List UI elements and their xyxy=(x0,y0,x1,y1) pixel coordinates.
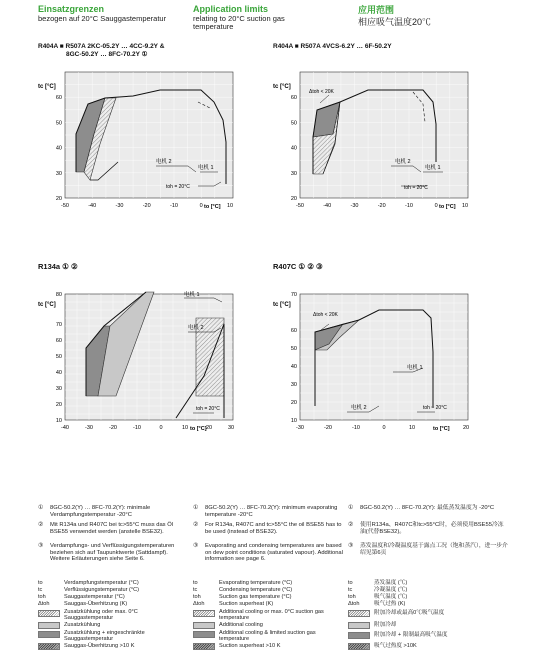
legend-item xyxy=(348,610,508,618)
header-title-de: Einsatzgrenzen xyxy=(38,4,105,14)
chart2-xtick: 0 xyxy=(434,203,438,209)
chart3-svg xyxy=(38,288,238,436)
chart1-model-label-2: 8GC-50.2Y … 8FC-70.2Y ① xyxy=(66,51,148,58)
note-number: ③ xyxy=(193,543,199,549)
legend-swatch-grey xyxy=(193,622,215,629)
note-number: ② xyxy=(193,522,199,528)
legend-item xyxy=(193,601,343,608)
chart2-ytick: 40 xyxy=(290,145,297,152)
legend-swatch-grey xyxy=(38,622,60,629)
legend-item xyxy=(193,609,343,621)
chart2-xtick: -20 xyxy=(377,203,386,209)
chart3-xtick: 20 xyxy=(205,425,213,431)
legend-item xyxy=(38,601,188,608)
chart2-svg xyxy=(273,62,473,222)
chart2-ytick: 60 xyxy=(290,95,297,102)
chart2-ylabel: tc [°C] xyxy=(273,84,291,90)
chart1-xtick: 10 xyxy=(226,203,234,209)
legend-text: Zusatzkühlung oder max. 0°C Sauggastemperatur xyxy=(64,609,138,621)
chart3 xyxy=(38,288,238,436)
note-item xyxy=(348,522,508,542)
chart4-ytick: 20 xyxy=(290,400,297,406)
note-number: ① xyxy=(348,505,354,511)
legend-text: Additional cooling xyxy=(219,622,263,628)
legend-text: Zusatzkühlung xyxy=(64,622,101,628)
chart3-xtick: -40 xyxy=(61,425,69,431)
legend-text: Sauggas-Überhitzung (K) xyxy=(64,601,128,607)
note-text: For R134a, R407C and tc>55°C the oil BSE55 has to be used (instead of BSE32). xyxy=(205,522,342,535)
legend-item xyxy=(38,587,188,594)
legend-symbol: toh xyxy=(348,594,356,600)
legend-text: 吸气过热度 >10K xyxy=(374,643,417,649)
legend-item xyxy=(348,643,508,650)
chart4-annotation-motor2: 电机 2 xyxy=(351,405,367,411)
chart3-xlabel: to [°C] xyxy=(190,426,207,432)
legend-symbol: Δtoh xyxy=(348,601,360,607)
chart2-annotation-motor2: 电机 2 xyxy=(395,159,411,165)
chart2-xtick: -50 xyxy=(296,203,304,209)
header-title-en: Application limits xyxy=(193,4,269,14)
legend-cn xyxy=(348,580,508,660)
chart2-xtick: 10 xyxy=(461,203,469,209)
chart1-ytick: 60 xyxy=(55,95,62,102)
chart1-xtick: 0 xyxy=(199,203,203,209)
legend-symbol: toh xyxy=(193,594,201,600)
note-item xyxy=(193,522,343,542)
chart1-ylabel: tc [°C] xyxy=(38,84,56,90)
chart4-ytick: 70 xyxy=(290,292,297,298)
legend-item xyxy=(38,594,188,601)
legend-item xyxy=(193,587,343,594)
header-subtitle-en-1: relating to 20°C suction gas xyxy=(193,14,285,23)
chart2-ytick: 50 xyxy=(290,120,297,127)
legend-text: 吸气过热 (K) xyxy=(374,601,406,607)
chart1 xyxy=(38,62,238,222)
chart2-annotation-dtoh: Δtoh < 20K xyxy=(309,89,334,95)
legend-text: Verdampfungstemperatur (°C) xyxy=(64,580,139,586)
chart4-model-label: R407C ① ② ③ xyxy=(273,262,323,271)
chart2-xtick: -30 xyxy=(350,203,359,209)
chart1-xtick: -40 xyxy=(88,203,97,209)
legend-text: Suction superheat >10 K xyxy=(219,643,281,649)
chart4-annotation-toh: toh = 20°C xyxy=(423,405,447,411)
chart1-xtick: -20 xyxy=(142,203,151,209)
legend-swatch-hatchdark xyxy=(348,643,370,650)
chart2-xlabel: to [°C] xyxy=(439,204,456,210)
legend-swatch-grey xyxy=(348,622,370,629)
chart4-ytick: 10 xyxy=(290,418,297,424)
chart3-annotation-motor1: 电机 1 xyxy=(184,292,200,298)
legend-symbol: to xyxy=(38,580,43,586)
legend-symbol: Δtoh xyxy=(38,601,50,607)
chart4-xtick: 0 xyxy=(382,425,386,431)
chart3-xtick: -10 xyxy=(133,425,141,431)
chart4-ytick: 40 xyxy=(290,364,297,370)
note-text: Verdampfungs- und Verflüssigungstemperaturen beziehen sich auf Taupunktwerte (Sattdampf). Weitere Erläuterungen siehe Seite 6. xyxy=(50,543,175,563)
notes-en xyxy=(193,505,343,575)
chart2-annotation-motor1: 电机 1 xyxy=(425,165,441,171)
chart2-xtick: -40 xyxy=(323,203,332,209)
chart3-ytick: 20 xyxy=(55,402,62,408)
chart2-ytick: 20 xyxy=(290,196,297,202)
legend-swatch-hatch xyxy=(38,610,60,617)
note-number: ③ xyxy=(348,543,354,549)
note-item xyxy=(348,505,508,521)
legend-swatch-dark xyxy=(38,631,60,638)
chart3-ytick: 10 xyxy=(55,418,62,424)
legend-item xyxy=(193,622,343,629)
chart3-ytick: 50 xyxy=(55,354,62,360)
chart4-ytick: 60 xyxy=(290,328,297,334)
note-number: ③ xyxy=(38,543,44,549)
chart4-annotation-motor1: 电机 1 xyxy=(407,365,423,371)
legend-item xyxy=(193,594,343,601)
chart1-xtick: -30 xyxy=(115,203,124,209)
legend-swatch-hatchdark xyxy=(38,643,60,650)
chart4-xtick: -10 xyxy=(352,425,360,431)
chart4-ytick: 30 xyxy=(290,382,297,388)
note-item xyxy=(193,543,343,569)
legend-item xyxy=(348,594,508,601)
note-item xyxy=(38,522,188,542)
legend-text: 附加冷却 xyxy=(374,622,397,628)
chart4 xyxy=(273,288,473,436)
legend-text: 附加冷却 + 限制最高吸气温度 xyxy=(374,632,448,638)
legend-symbol: to xyxy=(348,580,353,586)
chart1-annotation-motor2: 电机 2 xyxy=(156,159,172,165)
chart3-xtick: 0 xyxy=(159,425,163,431)
note-text: 使用R134a、R407C和tc>55°C时，必须使用BSE55冷冻油(代替BSE32)。 xyxy=(360,522,504,535)
legend-swatch-dark xyxy=(348,632,370,639)
header-subtitle-de: bezogen auf 20°C Sauggastemperatur xyxy=(38,14,167,23)
chart2 xyxy=(273,62,473,222)
legend-text: Sauggas-Überhitzung >10 K xyxy=(64,643,135,649)
chart3-model-label: R134a ① ② xyxy=(38,262,78,271)
chart3-ytick: 30 xyxy=(55,386,62,392)
note-number: ② xyxy=(38,522,44,528)
legend-item xyxy=(193,630,343,642)
chart4-svg xyxy=(273,288,473,436)
legend-item xyxy=(193,643,343,650)
chart4-ytick: 50 xyxy=(290,346,297,352)
legend-symbol: Δtoh xyxy=(193,601,205,607)
chart3-ytick: 70 xyxy=(55,322,62,328)
chart3-xtick: -30 xyxy=(85,425,93,431)
legend-item xyxy=(38,622,188,629)
chart1-svg xyxy=(38,62,238,222)
legend-text: Evaporating temperature (°C) xyxy=(219,580,293,586)
header-subtitle-cn: 相应吸气温度20℃ xyxy=(358,17,432,27)
chart2-annotation-toh: toh = 20°C xyxy=(404,185,428,191)
notes-cn xyxy=(348,505,508,575)
note-number: ① xyxy=(38,505,44,511)
legend-text: 附加冷却或最高0℃吸气温度 xyxy=(374,610,445,616)
note-text: 8GC-50.2(Y) … 8FC-70.2(Y): 最低蒸发温度为 -20°C xyxy=(360,505,495,511)
legend-de xyxy=(38,580,188,660)
note-number: ① xyxy=(193,505,199,511)
legend-item xyxy=(38,609,188,621)
legend-text: Suction gas temperature (°C) xyxy=(219,594,292,600)
legend-text: Sauggastemperatur (°C) xyxy=(64,594,125,600)
legend-text: Condensing temperature (°C) xyxy=(219,587,293,593)
note-text: 蒸发温度和冷凝温度基于露点工况（饱和蒸汽），进一步介绍见第6页 xyxy=(360,543,508,556)
chart4-xlabel: to [°C] xyxy=(433,426,450,432)
legend-item xyxy=(193,580,343,587)
chart3-xtick: 30 xyxy=(227,425,235,431)
legend-text: 蒸发温度 (℃) xyxy=(374,580,408,586)
chart3-ylabel: tc [°C] xyxy=(38,302,56,308)
notes-de xyxy=(38,505,188,575)
chart1-model-label-1: R404A ■ R507A 2KC-05.2Y … 4CC-9.2Y & xyxy=(38,43,165,50)
chart3-annotation-motor2: 电机 2 xyxy=(188,325,204,331)
chart3-ytick: 40 xyxy=(55,370,62,376)
chart1-annotation-toh: toh = 20°C xyxy=(166,184,190,190)
chart4-annotation-dtoh: Δtoh < 20K xyxy=(313,312,338,318)
legend-swatch-hatch xyxy=(348,610,370,617)
legend-item xyxy=(348,587,508,594)
legend-item xyxy=(38,580,188,587)
legend-text: Zusatzkühlung + eingeschränkte Sauggastemperatur xyxy=(64,630,145,642)
chart4-xtick: 20 xyxy=(462,425,470,431)
legend-swatch-hatchdark xyxy=(193,643,215,650)
legend-symbol: tc xyxy=(193,587,198,593)
note-text: 8GC-50.2(Y) … 8FC-70.2(Y): minimale Verdampfungstemperatur -20°C xyxy=(50,505,151,518)
note-text: 8GC-50.2(Y) … 8FC-70.2(Y): minimum evaporating temperature -20°C xyxy=(205,505,338,518)
chart3-xtick: -20 xyxy=(109,425,117,431)
legend-symbol: to xyxy=(193,580,198,586)
chart1-xlabel: to [°C] xyxy=(204,204,221,210)
legend-item xyxy=(38,630,188,642)
legend-text: 冷凝温度 (℃) xyxy=(374,587,408,593)
legend-swatch-hatch xyxy=(193,610,215,617)
chart1-ytick: 50 xyxy=(55,120,62,127)
chart4-xtick: -30 xyxy=(296,425,304,431)
chart1-xtick: -50 xyxy=(61,203,69,209)
note-number: ② xyxy=(348,522,354,528)
legend-symbol: tc xyxy=(38,587,43,593)
note-text: Evaporating and condensing temperatures are based on dew point conditions (saturated vapour). Additional information see page 6. xyxy=(205,543,343,563)
chart4-xtick: 10 xyxy=(408,425,416,431)
legend-text: Additional cooling or max. 0°C suction gas temperature xyxy=(219,609,324,621)
chart2-model-label: R404A ■ R507A 4VCS-6.2Y … 6F-50.2Y xyxy=(273,43,392,50)
chart1-annotation-motor1: 电机 1 xyxy=(198,165,214,171)
note-text: Mit R134a und R407C bei tc>55°C muss das Öl BSE55 verwendet werden (anstelle BSE32). xyxy=(50,522,173,535)
note-item xyxy=(38,505,188,521)
legend-item xyxy=(348,632,508,640)
header-subtitle-en-2: temperature xyxy=(193,22,234,31)
legend-symbol: toh xyxy=(38,594,46,600)
legend-en xyxy=(193,580,343,660)
legend-item xyxy=(38,643,188,650)
legend-text: Suction superheat (K) xyxy=(219,601,274,607)
legend-item xyxy=(348,601,508,608)
legend-text: Additional cooling & limited suction gas temperature xyxy=(219,630,316,642)
chart2-ytick: 30 xyxy=(290,170,297,177)
chart4-ylabel: tc [°C] xyxy=(273,302,291,308)
chart3-annotation-toh: toh = 20°C xyxy=(196,406,220,412)
legend-text: Verflüssigungstemperatur (°C) xyxy=(64,587,139,593)
chart1-ytick: 40 xyxy=(55,145,62,152)
chart1-ytick: 30 xyxy=(55,170,62,177)
legend-item xyxy=(348,622,508,629)
chart2-xtick: -10 xyxy=(405,203,413,209)
note-item xyxy=(348,543,508,569)
chart1-ytick: 20 xyxy=(55,196,62,202)
chart3-ytick: 80 xyxy=(55,292,62,298)
legend-symbol: tc xyxy=(348,587,353,593)
chart4-xtick: -20 xyxy=(324,425,332,431)
chart3-xtick: 10 xyxy=(181,425,189,431)
header-title-cn: 应用范围 xyxy=(358,5,395,15)
note-item xyxy=(38,543,188,569)
chart1-xtick: -10 xyxy=(170,203,178,209)
legend-text: 吸气温度 (℃) xyxy=(374,594,408,600)
legend-swatch-dark xyxy=(193,631,215,638)
note-item xyxy=(193,505,343,521)
chart3-ytick: 60 xyxy=(55,338,62,344)
legend-item xyxy=(348,580,508,587)
